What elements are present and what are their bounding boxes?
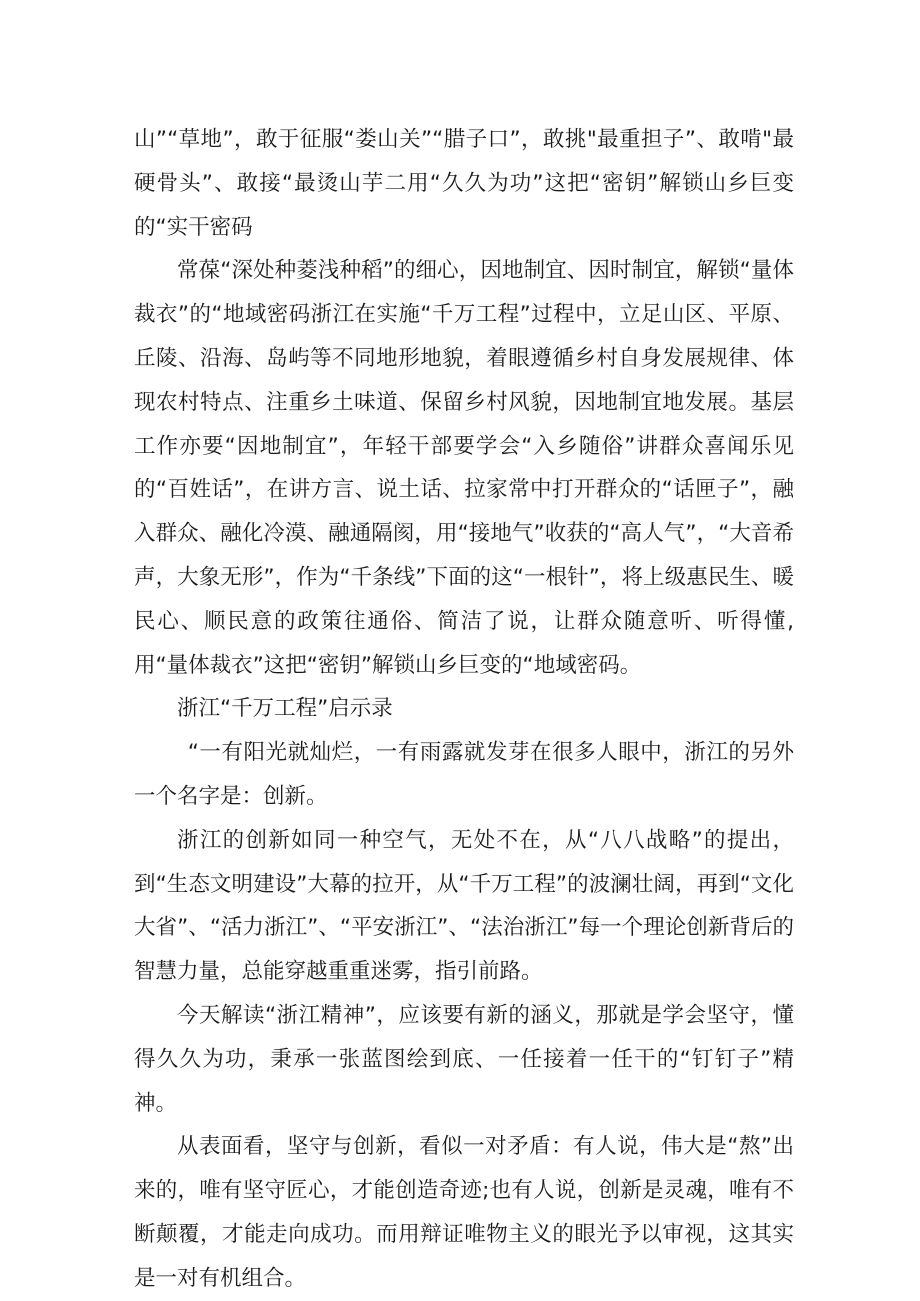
paragraph-continuation: 山”“草地”，敢于征服“娄山关”“腊子口”，敢挑"最重担子”、敢啃"最硬骨头”、敢接“最烫山芋二用“久久为功”这把“密钥”解锁山乡巨变的“实干密码 [134,127,794,240]
paragraph-innovation-intro: “一有阳光就灿烂，一有雨露就发芽在很多人眼中，浙江的另外一个名字是：创新。 [134,740,794,809]
paragraph-innovation-air: 浙江的创新如同一种空气，无处不在，从“八八战略”的提出，到“生态文明建设”大幕的拉开，从“千万工程”的波澜壮阔，再到“文化大省”、“活力浙江”、“平安浙江”、“法治浙江”每一个理论创新背后的智慧力量，总能穿越重重迷雾，指引前路。 [134,827,794,985]
section-heading: 浙江“千万工程”启示录 [177,696,393,722]
paragraph-persistence-innovation: 从表面看，坚守与创新，看似一对矛盾：有人说，伟大是“熬”出来的，唯有坚守匠心，才能创造奇迹;也有人说，创新是灵魂，唯有不断颠覆，才能走向成功。而用辩证唯物主义的眼光予以审视，这其实是一对有机组合。 [134,1134,794,1291]
paragraph-regional-code: 常葆“深处种菱浅种稻”的细心，因地制宜、因时制宜，解锁“量体裁衣”的“地域密码浙江在实施“千万工程”过程中，立足山区、平原、丘陵、沿海、岛屿等不同地形地貌，着眼遵循乡村自身发展规律、体现农村特点、注重乡土味道、保留乡村风貌，因地制宜地发展。基层工作亦要“因地制宜”，年轻干部要学会“入乡随俗”讲群众喜闻乐见的“百姓话”，在讲方言、说土话、拉家常中打开群众的“话匣子”，融入群众、融化冷漠、融通隔阂，用“接地气”收获的“高人气”，“大音希声，大象无形”，作为“千条线”下面的这“一根针”，将上级惠民生、暖民心、顺民意的政策往通俗、简洁了说，让群众随意听、听得懂,用“量体裁衣”这把“密钥”解锁山乡巨变的“地域密码。 [134,258,794,678]
paragraph-zhejiang-spirit: 今天解读“浙江精神”，应该要有新的涵义，那就是学会坚守，懂得久久为功，秉承一张蓝图绘到底、一任接着一任干的“钉钉子”精神。 [134,1002,794,1116]
document-body [134,118,794,1301]
